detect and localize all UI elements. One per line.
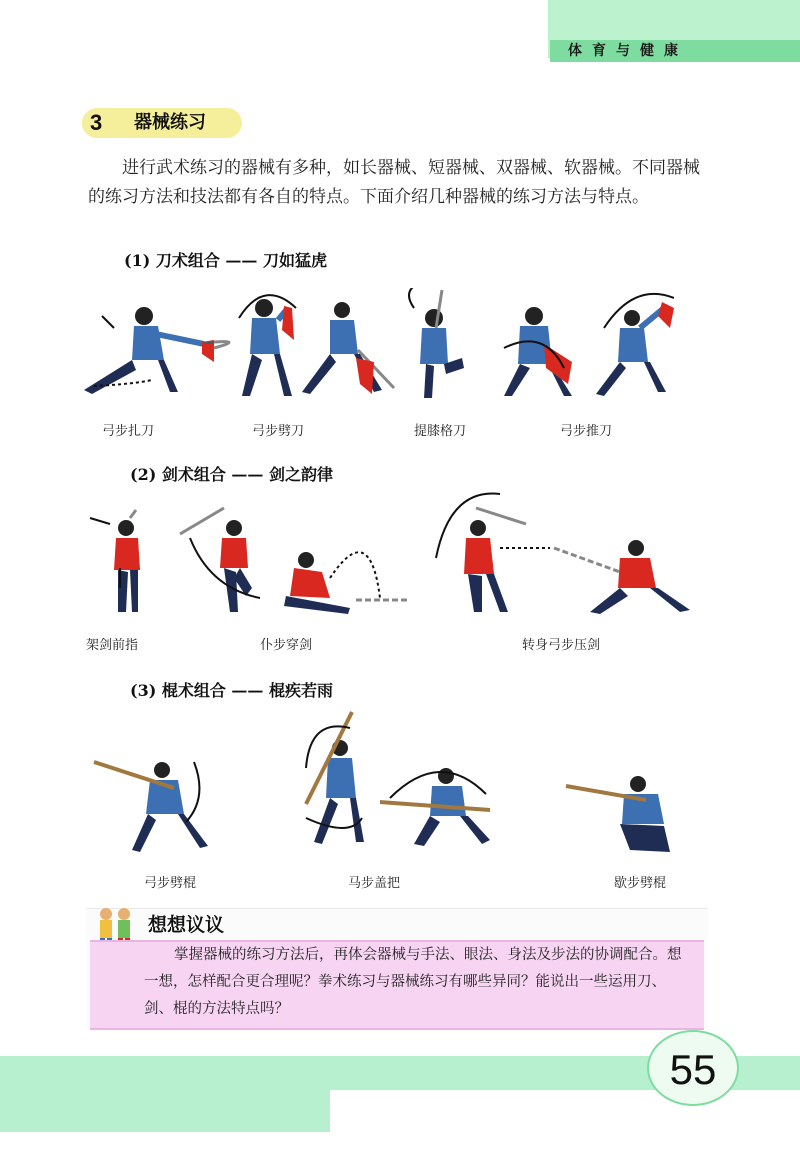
figure-bow-stance-chop — [239, 295, 394, 396]
sword-figures — [80, 488, 700, 618]
figure-horse-stance-cover — [306, 712, 490, 846]
footer-band-left — [0, 1090, 330, 1132]
broadsword-figures — [74, 288, 674, 408]
figure-rest-stance-staff-chop — [566, 776, 670, 852]
discussion-text — [144, 942, 682, 1023]
figure-knee-raise-block — [409, 288, 464, 398]
caption-2-3: 转身弓步压剑 — [522, 638, 601, 653]
figure-drop-stance-thrust — [180, 508, 410, 614]
figure-raise-sword-point — [90, 510, 140, 612]
subsection-2-heading: (2) 剑术组合 —— 剑之韵律 — [130, 465, 333, 484]
staff-figures — [90, 708, 690, 858]
caption-1-1: 弓步扎刀 — [102, 424, 155, 439]
caption-3-2: 马步盖把 — [348, 876, 401, 891]
subsection-3-heading: (3) 棍术组合 —— 棍疾若雨 — [130, 681, 333, 700]
page-number: 55 — [669, 1046, 717, 1093]
figure-turn-bow-stance-press — [436, 494, 690, 614]
intro-paragraph — [88, 154, 708, 212]
figure-bow-stance-push — [504, 294, 674, 396]
caption-1-2: 弓步劈刀 — [252, 424, 305, 439]
figure-bow-stance-staff-chop — [94, 762, 208, 852]
discussion-paragraph: 掌握器械的练习方法后，再体会器械与手法、眼法、身法及步法的协调配合。想一想，怎样配合更合理呢？拳术练习与器械练习有哪些异同？能说出一些运用刀、剑、棍的方法特点吗？ — [144, 947, 682, 1017]
header-title: 体育与健康 — [550, 40, 800, 62]
caption-3-1: 弓步劈棍 — [144, 876, 197, 891]
caption-2-2: 仆步穿剑 — [260, 638, 313, 653]
section-number: 3 — [90, 110, 103, 135]
figure-bow-stance-thrust — [84, 307, 229, 394]
caption-3-3: 歇步劈棍 — [614, 876, 667, 891]
section-title: 器械练习 — [134, 112, 206, 133]
section-pill — [82, 108, 242, 138]
caption-1-4: 弓步推刀 — [560, 424, 613, 439]
discussion-title: 想想议议 — [148, 914, 225, 936]
caption-1-3: 提膝格刀 — [414, 424, 467, 439]
caption-2-1: 架剑前指 — [86, 638, 139, 653]
intro-text: 进行武术练习的器械有多种，如长器械、短器械、双器械、软器械。不同器械的练习方法和技法都有各自的特点。下面介绍几种器械的练习方法与特点。 — [88, 158, 700, 207]
subsection-1-heading: (1) 刀术组合 —— 刀如猛虎 — [124, 251, 327, 270]
